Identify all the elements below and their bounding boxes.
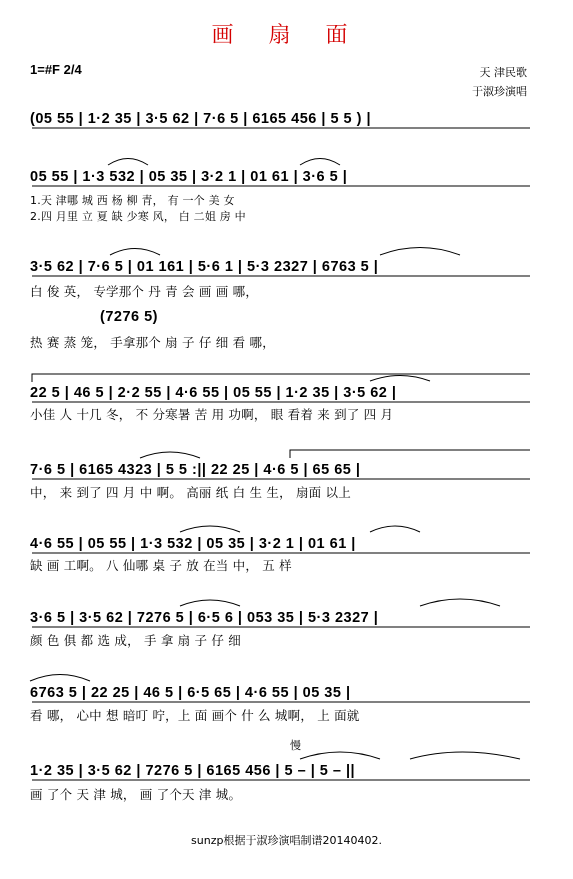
lyric-line: 中， 来 到了 四 月 中 啊。 高丽 纸 白 生 生， 扇面 以上 xyxy=(30,485,351,500)
slur xyxy=(380,248,460,256)
slur xyxy=(108,159,148,166)
slur xyxy=(300,159,340,166)
genre-label: 天 津民歌 xyxy=(479,66,527,79)
notation-row-2: 05 55 | 1·3 532 | 05 35 | 3·2 1 | 01 61 | 3·6 5 | xyxy=(30,169,348,185)
lyric-line: 小佳 人 十几 冬， 不 分寒暑 苦 用 功啊， 眼 看着 来 到了 四 月 xyxy=(30,407,394,422)
lyric-line-verse2: 热 赛 蒸 笼， 手拿那个 扇 子 仔 细 看 哪， xyxy=(30,335,275,350)
slur xyxy=(420,599,500,606)
key-signature: 1=#F 2/4 xyxy=(30,62,82,77)
slur xyxy=(370,526,420,532)
lyric-line-verse1: 白 俊 英， 专学那个 丹 青 会 画 画 哪， xyxy=(30,284,259,299)
lyric-line: 看 哪， 心中 想 暗叮 咛，上 面 画个 什 么 城啊， 上 面就 xyxy=(30,708,360,723)
notation-row-3: 3·5 62 | 7·6 5 | 01 161 | 5·6 1 | 5·3 2327 | 6763 5 | xyxy=(30,259,379,275)
lyric-line-verse1: 1.天 津哪 城 西 杨 柳 青， 有 一个 美 女 xyxy=(30,194,235,207)
lyric-line: 缺 画 工啊。 八 仙哪 桌 子 放 在当 中， 五 样 xyxy=(30,558,292,573)
slur xyxy=(410,752,520,759)
slur xyxy=(30,675,90,682)
slur xyxy=(300,752,380,759)
notation-row-6: 4·6 55 | 05 55 | 1·3 532 | 05 35 | 3·2 1 | 01 61 | xyxy=(30,536,356,552)
notation-row-8: 6763 5 | 22 25 | 46 5 | 6·5 65 | 4·6 55 | 05 35 | xyxy=(30,685,351,701)
notation-insert: (7276 5) xyxy=(100,309,159,325)
slur xyxy=(140,452,200,458)
tempo-mark: 慢 xyxy=(290,739,301,752)
notation-row-4: 22 5 | 46 5 | 2·2 55 | 4·6 55 | 05 55 | 1·2 35 | 3·5 62 | xyxy=(30,385,397,401)
volta-bracket-1 xyxy=(32,374,530,382)
volta-bracket-2 xyxy=(290,450,530,458)
lyric-line: 颜 色 俱 都 选 成， 手 拿 扇 子 仔 细 xyxy=(30,633,242,648)
slur xyxy=(370,376,430,382)
slur xyxy=(180,600,240,606)
notation-row-5: 7·6 5 | 6165 4323 | 5 5 :|| 22 25 | 4·6 5 | 65 65 | xyxy=(30,462,361,478)
lyric-line-verse2: 2.四 月里 立 夏 缺 少寒 风， 白 二姐 房 中 xyxy=(30,210,246,223)
slur xyxy=(110,249,160,256)
footer-credit: sunzp根据于淑珍演唱制谱20140402. xyxy=(191,834,382,847)
notation-row-7: 3·6 5 | 3·5 62 | 7276 5 | 6·5 6 | 053 35 | 5·3 2327 | xyxy=(30,610,379,626)
page-title: 画 扇 面 xyxy=(211,23,362,48)
singer-label: 于淑珍演唱 xyxy=(472,85,527,98)
lyric-line: 画 了个 天 津 城， 画 了个天 津 城。 xyxy=(30,787,242,802)
slur xyxy=(180,526,240,532)
notation-row-9: 1·2 35 | 3·5 62 | 7276 5 | 6165 456 | 5 – | 5 – || xyxy=(30,763,356,779)
notation-row-1: (05 55 | 1·2 35 | 3·5 62 | 7·6 5 | 6165 456 | 5 5 ) | xyxy=(30,111,372,127)
